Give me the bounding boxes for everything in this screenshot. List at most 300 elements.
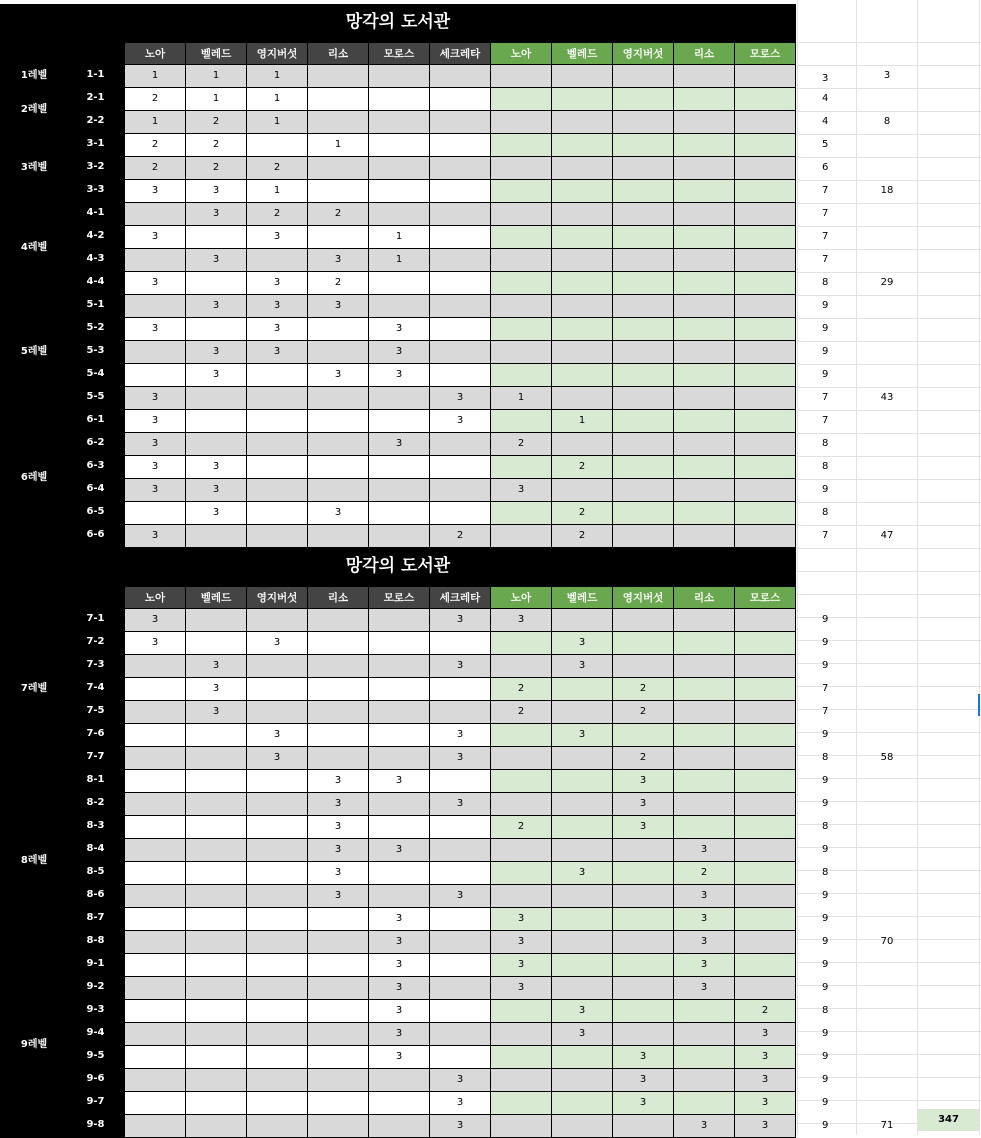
data-cell[interactable] xyxy=(613,134,673,156)
data-cell[interactable] xyxy=(552,1092,612,1114)
data-cell[interactable] xyxy=(674,502,734,524)
data-cell[interactable] xyxy=(491,88,551,110)
data-cell[interactable] xyxy=(613,111,673,133)
data-cell[interactable] xyxy=(552,1115,612,1137)
data-cell[interactable] xyxy=(369,525,429,547)
data-cell[interactable]: 3 xyxy=(247,318,307,340)
data-cell[interactable] xyxy=(613,456,673,478)
data-cell[interactable] xyxy=(430,295,490,317)
data-cell[interactable] xyxy=(613,157,673,179)
data-cell[interactable] xyxy=(125,977,185,999)
data-cell[interactable] xyxy=(491,885,551,907)
data-cell[interactable]: 3 xyxy=(369,931,429,953)
data-cell[interactable] xyxy=(552,1069,612,1091)
grand-total[interactable]: 347 xyxy=(918,1109,979,1131)
data-cell[interactable] xyxy=(613,180,673,202)
data-cell[interactable] xyxy=(735,724,795,746)
data-cell[interactable]: 3 xyxy=(491,479,551,501)
data-cell[interactable] xyxy=(735,387,795,409)
data-cell[interactable] xyxy=(674,525,734,547)
data-cell[interactable]: 2 xyxy=(247,203,307,225)
column-header-6[interactable]: 노아 xyxy=(491,43,551,64)
column-header-3[interactable]: 리소 xyxy=(308,43,368,64)
data-cell[interactable] xyxy=(369,502,429,524)
data-cell[interactable] xyxy=(308,747,368,769)
column-header-1[interactable]: 벨레드 xyxy=(186,587,246,608)
data-cell[interactable] xyxy=(491,1046,551,1068)
data-cell[interactable] xyxy=(735,977,795,999)
data-cell[interactable] xyxy=(369,410,429,432)
data-cell[interactable] xyxy=(491,1115,551,1137)
data-cell[interactable] xyxy=(674,678,734,700)
data-cell[interactable] xyxy=(369,479,429,501)
data-cell[interactable] xyxy=(186,954,246,976)
column-header-9[interactable]: 리소 xyxy=(674,587,734,608)
data-cell[interactable] xyxy=(125,724,185,746)
data-cell[interactable] xyxy=(735,479,795,501)
column-header-9[interactable]: 리소 xyxy=(674,43,734,64)
data-cell[interactable]: 2 xyxy=(125,88,185,110)
data-cell[interactable] xyxy=(308,1000,368,1022)
data-cell[interactable]: 3 xyxy=(613,1069,673,1091)
data-cell[interactable] xyxy=(369,65,429,87)
data-cell[interactable] xyxy=(247,770,307,792)
data-cell[interactable]: 3 xyxy=(186,655,246,677)
data-cell[interactable] xyxy=(735,839,795,861)
data-cell[interactable] xyxy=(613,1115,673,1137)
data-cell[interactable]: 2 xyxy=(491,433,551,455)
data-cell[interactable] xyxy=(247,678,307,700)
data-cell[interactable] xyxy=(186,793,246,815)
data-cell[interactable] xyxy=(674,134,734,156)
data-cell[interactable] xyxy=(491,249,551,271)
data-cell[interactable] xyxy=(674,272,734,294)
data-cell[interactable] xyxy=(552,134,612,156)
data-cell[interactable] xyxy=(613,226,673,248)
data-cell[interactable] xyxy=(247,134,307,156)
data-cell[interactable]: 3 xyxy=(735,1115,795,1137)
data-cell[interactable] xyxy=(186,1000,246,1022)
data-cell[interactable] xyxy=(308,678,368,700)
data-cell[interactable] xyxy=(125,1092,185,1114)
data-cell[interactable] xyxy=(186,977,246,999)
data-cell[interactable]: 3 xyxy=(308,839,368,861)
data-cell[interactable]: 3 xyxy=(369,364,429,386)
data-cell[interactable] xyxy=(430,770,490,792)
column-header-10[interactable]: 모로스 xyxy=(735,587,795,608)
data-cell[interactable] xyxy=(674,632,734,654)
data-cell[interactable] xyxy=(552,341,612,363)
data-cell[interactable]: 3 xyxy=(247,341,307,363)
data-cell[interactable] xyxy=(430,632,490,654)
data-cell[interactable] xyxy=(552,770,612,792)
data-cell[interactable] xyxy=(247,885,307,907)
data-cell[interactable] xyxy=(125,701,185,723)
data-cell[interactable] xyxy=(308,1115,368,1137)
data-cell[interactable] xyxy=(735,655,795,677)
data-cell[interactable] xyxy=(308,1069,368,1091)
data-cell[interactable] xyxy=(247,410,307,432)
data-cell[interactable]: 3 xyxy=(430,724,490,746)
column-header-4[interactable]: 모로스 xyxy=(369,43,429,64)
data-cell[interactable] xyxy=(308,1023,368,1045)
data-cell[interactable] xyxy=(613,88,673,110)
data-cell[interactable] xyxy=(369,1069,429,1091)
data-cell[interactable] xyxy=(491,65,551,87)
data-cell[interactable] xyxy=(735,341,795,363)
data-cell[interactable]: 3 xyxy=(674,885,734,907)
data-cell[interactable] xyxy=(186,885,246,907)
data-cell[interactable]: 3 xyxy=(552,655,612,677)
data-cell[interactable]: 2 xyxy=(247,157,307,179)
data-cell[interactable] xyxy=(186,862,246,884)
data-cell[interactable]: 3 xyxy=(735,1023,795,1045)
data-cell[interactable] xyxy=(674,793,734,815)
column-header-0[interactable]: 노아 xyxy=(125,43,185,64)
data-cell[interactable]: 2 xyxy=(430,525,490,547)
data-cell[interactable] xyxy=(369,111,429,133)
data-cell[interactable]: 2 xyxy=(674,862,734,884)
data-cell[interactable] xyxy=(552,908,612,930)
data-cell[interactable] xyxy=(247,701,307,723)
data-cell[interactable] xyxy=(552,111,612,133)
data-cell[interactable] xyxy=(308,111,368,133)
data-cell[interactable] xyxy=(369,655,429,677)
column-header-5[interactable]: 세크레타 xyxy=(430,43,490,64)
data-cell[interactable]: 3 xyxy=(125,272,185,294)
data-cell[interactable] xyxy=(735,632,795,654)
data-cell[interactable] xyxy=(735,770,795,792)
column-header-7[interactable]: 벨레드 xyxy=(552,587,612,608)
data-cell[interactable] xyxy=(674,433,734,455)
data-cell[interactable] xyxy=(613,862,673,884)
data-cell[interactable]: 3 xyxy=(125,433,185,455)
data-cell[interactable] xyxy=(674,701,734,723)
column-header-7[interactable]: 벨레드 xyxy=(552,43,612,64)
data-cell[interactable] xyxy=(430,931,490,953)
data-cell[interactable] xyxy=(552,387,612,409)
data-cell[interactable] xyxy=(247,1046,307,1068)
data-cell[interactable] xyxy=(735,908,795,930)
data-cell[interactable] xyxy=(613,341,673,363)
data-cell[interactable]: 3 xyxy=(491,908,551,930)
data-cell[interactable] xyxy=(369,632,429,654)
data-cell[interactable]: 3 xyxy=(613,816,673,838)
column-header-6[interactable]: 노아 xyxy=(491,587,551,608)
data-cell[interactable]: 3 xyxy=(369,839,429,861)
data-cell[interactable] xyxy=(491,180,551,202)
data-cell[interactable]: 3 xyxy=(369,1046,429,1068)
data-cell[interactable]: 3 xyxy=(674,908,734,930)
data-cell[interactable]: 2 xyxy=(552,502,612,524)
data-cell[interactable] xyxy=(430,977,490,999)
data-cell[interactable] xyxy=(491,364,551,386)
data-cell[interactable] xyxy=(430,226,490,248)
data-cell[interactable] xyxy=(735,180,795,202)
data-cell[interactable] xyxy=(369,701,429,723)
data-cell[interactable] xyxy=(491,724,551,746)
data-cell[interactable] xyxy=(186,318,246,340)
column-header-3[interactable]: 리소 xyxy=(308,587,368,608)
data-cell[interactable] xyxy=(430,908,490,930)
data-cell[interactable] xyxy=(308,954,368,976)
data-cell[interactable] xyxy=(308,226,368,248)
data-cell[interactable] xyxy=(735,678,795,700)
data-cell[interactable] xyxy=(491,525,551,547)
data-cell[interactable] xyxy=(186,1115,246,1137)
data-cell[interactable] xyxy=(308,410,368,432)
data-cell[interactable] xyxy=(613,931,673,953)
data-cell[interactable] xyxy=(430,180,490,202)
data-cell[interactable]: 3 xyxy=(125,387,185,409)
data-cell[interactable] xyxy=(735,272,795,294)
data-cell[interactable] xyxy=(735,203,795,225)
data-cell[interactable] xyxy=(613,724,673,746)
column-header-4[interactable]: 모로스 xyxy=(369,587,429,608)
data-cell[interactable] xyxy=(369,180,429,202)
data-cell[interactable]: 2 xyxy=(552,456,612,478)
data-cell[interactable] xyxy=(186,1092,246,1114)
data-cell[interactable]: 3 xyxy=(369,770,429,792)
data-cell[interactable]: 2 xyxy=(735,1000,795,1022)
data-cell[interactable] xyxy=(491,1069,551,1091)
column-header-0[interactable]: 노아 xyxy=(125,587,185,608)
data-cell[interactable] xyxy=(735,862,795,884)
data-cell[interactable] xyxy=(674,88,734,110)
data-cell[interactable] xyxy=(308,701,368,723)
data-cell[interactable]: 3 xyxy=(308,249,368,271)
data-cell[interactable] xyxy=(247,655,307,677)
data-cell[interactable] xyxy=(430,1046,490,1068)
data-cell[interactable] xyxy=(308,88,368,110)
data-cell[interactable] xyxy=(308,479,368,501)
data-cell[interactable]: 3 xyxy=(613,1092,673,1114)
data-cell[interactable]: 3 xyxy=(247,747,307,769)
data-cell[interactable]: 1 xyxy=(308,134,368,156)
data-cell[interactable]: 1 xyxy=(186,88,246,110)
data-cell[interactable] xyxy=(430,502,490,524)
data-cell[interactable]: 3 xyxy=(369,977,429,999)
data-cell[interactable] xyxy=(125,770,185,792)
data-cell[interactable] xyxy=(125,295,185,317)
data-cell[interactable] xyxy=(247,525,307,547)
data-cell[interactable] xyxy=(735,111,795,133)
data-cell[interactable] xyxy=(674,609,734,631)
data-cell[interactable] xyxy=(369,203,429,225)
data-cell[interactable] xyxy=(491,295,551,317)
data-cell[interactable] xyxy=(369,1092,429,1114)
data-cell[interactable] xyxy=(674,387,734,409)
data-cell[interactable] xyxy=(186,747,246,769)
data-cell[interactable] xyxy=(613,249,673,271)
data-cell[interactable] xyxy=(491,134,551,156)
data-cell[interactable] xyxy=(613,433,673,455)
data-cell[interactable] xyxy=(552,272,612,294)
data-cell[interactable]: 2 xyxy=(613,678,673,700)
data-cell[interactable] xyxy=(552,318,612,340)
data-cell[interactable] xyxy=(369,724,429,746)
data-cell[interactable] xyxy=(369,862,429,884)
data-cell[interactable] xyxy=(613,295,673,317)
data-cell[interactable]: 3 xyxy=(674,954,734,976)
data-cell[interactable] xyxy=(430,272,490,294)
data-cell[interactable]: 3 xyxy=(186,479,246,501)
data-cell[interactable] xyxy=(552,954,612,976)
data-cell[interactable] xyxy=(552,701,612,723)
data-cell[interactable] xyxy=(125,1069,185,1091)
data-cell[interactable] xyxy=(613,1000,673,1022)
data-cell[interactable] xyxy=(491,410,551,432)
data-cell[interactable] xyxy=(613,364,673,386)
data-cell[interactable] xyxy=(735,456,795,478)
data-cell[interactable] xyxy=(552,1046,612,1068)
data-cell[interactable]: 3 xyxy=(247,226,307,248)
data-cell[interactable]: 3 xyxy=(186,180,246,202)
data-cell[interactable]: 2 xyxy=(491,701,551,723)
data-cell[interactable] xyxy=(125,364,185,386)
data-cell[interactable]: 3 xyxy=(247,272,307,294)
data-cell[interactable] xyxy=(125,793,185,815)
data-cell[interactable]: 3 xyxy=(552,1000,612,1022)
data-cell[interactable]: 2 xyxy=(491,678,551,700)
data-cell[interactable] xyxy=(186,1046,246,1068)
data-cell[interactable] xyxy=(552,88,612,110)
data-cell[interactable]: 3 xyxy=(735,1046,795,1068)
column-header-2[interactable]: 영지버섯 xyxy=(247,43,307,64)
data-cell[interactable]: 3 xyxy=(430,655,490,677)
data-cell[interactable]: 3 xyxy=(613,770,673,792)
data-cell[interactable]: 3 xyxy=(125,479,185,501)
data-cell[interactable] xyxy=(552,479,612,501)
data-cell[interactable] xyxy=(613,609,673,631)
data-cell[interactable] xyxy=(674,724,734,746)
data-cell[interactable]: 3 xyxy=(430,747,490,769)
data-cell[interactable]: 3 xyxy=(186,341,246,363)
data-cell[interactable] xyxy=(674,295,734,317)
data-cell[interactable] xyxy=(369,456,429,478)
data-cell[interactable]: 3 xyxy=(125,456,185,478)
data-cell[interactable] xyxy=(125,931,185,953)
data-cell[interactable]: 3 xyxy=(430,1092,490,1114)
data-cell[interactable]: 1 xyxy=(369,226,429,248)
data-cell[interactable] xyxy=(369,134,429,156)
data-cell[interactable] xyxy=(674,1069,734,1091)
data-cell[interactable] xyxy=(674,203,734,225)
data-cell[interactable] xyxy=(552,793,612,815)
data-cell[interactable] xyxy=(308,341,368,363)
data-cell[interactable] xyxy=(430,134,490,156)
data-cell[interactable]: 1 xyxy=(369,249,429,271)
data-cell[interactable] xyxy=(491,862,551,884)
data-cell[interactable] xyxy=(247,931,307,953)
data-cell[interactable] xyxy=(674,770,734,792)
data-cell[interactable] xyxy=(613,632,673,654)
data-cell[interactable]: 3 xyxy=(369,341,429,363)
data-cell[interactable] xyxy=(369,816,429,838)
data-cell[interactable] xyxy=(613,885,673,907)
data-cell[interactable] xyxy=(552,157,612,179)
data-cell[interactable] xyxy=(308,1046,368,1068)
data-cell[interactable] xyxy=(308,931,368,953)
data-cell[interactable] xyxy=(552,977,612,999)
data-cell[interactable] xyxy=(308,632,368,654)
data-cell[interactable] xyxy=(247,839,307,861)
data-cell[interactable] xyxy=(613,410,673,432)
data-cell[interactable] xyxy=(735,502,795,524)
data-cell[interactable]: 2 xyxy=(613,747,673,769)
data-cell[interactable] xyxy=(430,203,490,225)
data-cell[interactable] xyxy=(430,701,490,723)
data-cell[interactable] xyxy=(247,609,307,631)
data-cell[interactable] xyxy=(125,341,185,363)
data-cell[interactable] xyxy=(552,180,612,202)
data-cell[interactable] xyxy=(674,341,734,363)
data-cell[interactable]: 3 xyxy=(247,632,307,654)
data-cell[interactable] xyxy=(552,65,612,87)
data-cell[interactable] xyxy=(613,908,673,930)
data-cell[interactable] xyxy=(491,1000,551,1022)
data-cell[interactable] xyxy=(430,479,490,501)
data-cell[interactable] xyxy=(186,724,246,746)
data-cell[interactable]: 3 xyxy=(308,295,368,317)
data-cell[interactable] xyxy=(247,1092,307,1114)
data-cell[interactable]: 3 xyxy=(369,908,429,930)
data-cell[interactable]: 1 xyxy=(125,65,185,87)
data-cell[interactable] xyxy=(552,203,612,225)
data-cell[interactable] xyxy=(674,180,734,202)
data-cell[interactable]: 3 xyxy=(308,793,368,815)
data-cell[interactable]: 3 xyxy=(430,387,490,409)
data-cell[interactable] xyxy=(491,456,551,478)
data-cell[interactable] xyxy=(674,1000,734,1022)
data-cell[interactable] xyxy=(430,433,490,455)
data-cell[interactable] xyxy=(247,387,307,409)
data-cell[interactable] xyxy=(186,1023,246,1045)
data-cell[interactable]: 3 xyxy=(125,226,185,248)
data-cell[interactable]: 3 xyxy=(186,456,246,478)
data-cell[interactable] xyxy=(613,977,673,999)
data-cell[interactable]: 3 xyxy=(430,609,490,631)
data-cell[interactable] xyxy=(308,65,368,87)
data-cell[interactable] xyxy=(430,65,490,87)
data-cell[interactable] xyxy=(247,456,307,478)
data-cell[interactable]: 3 xyxy=(674,977,734,999)
data-cell[interactable] xyxy=(735,134,795,156)
data-cell[interactable]: 3 xyxy=(308,862,368,884)
data-cell[interactable] xyxy=(735,885,795,907)
data-cell[interactable]: 3 xyxy=(735,1092,795,1114)
data-cell[interactable]: 2 xyxy=(552,525,612,547)
column-header-8[interactable]: 영지버섯 xyxy=(613,43,673,64)
data-cell[interactable] xyxy=(735,747,795,769)
data-cell[interactable] xyxy=(247,1000,307,1022)
data-cell[interactable]: 1 xyxy=(247,65,307,87)
data-cell[interactable] xyxy=(735,157,795,179)
data-cell[interactable] xyxy=(125,885,185,907)
data-cell[interactable]: 2 xyxy=(186,134,246,156)
data-cell[interactable] xyxy=(674,1023,734,1045)
data-cell[interactable]: 3 xyxy=(125,525,185,547)
data-cell[interactable] xyxy=(430,249,490,271)
data-cell[interactable] xyxy=(552,249,612,271)
data-cell[interactable] xyxy=(369,295,429,317)
data-cell[interactable] xyxy=(247,954,307,976)
data-cell[interactable] xyxy=(247,908,307,930)
data-cell[interactable] xyxy=(613,655,673,677)
data-cell[interactable] xyxy=(735,931,795,953)
data-cell[interactable] xyxy=(674,157,734,179)
data-cell[interactable]: 1 xyxy=(247,88,307,110)
